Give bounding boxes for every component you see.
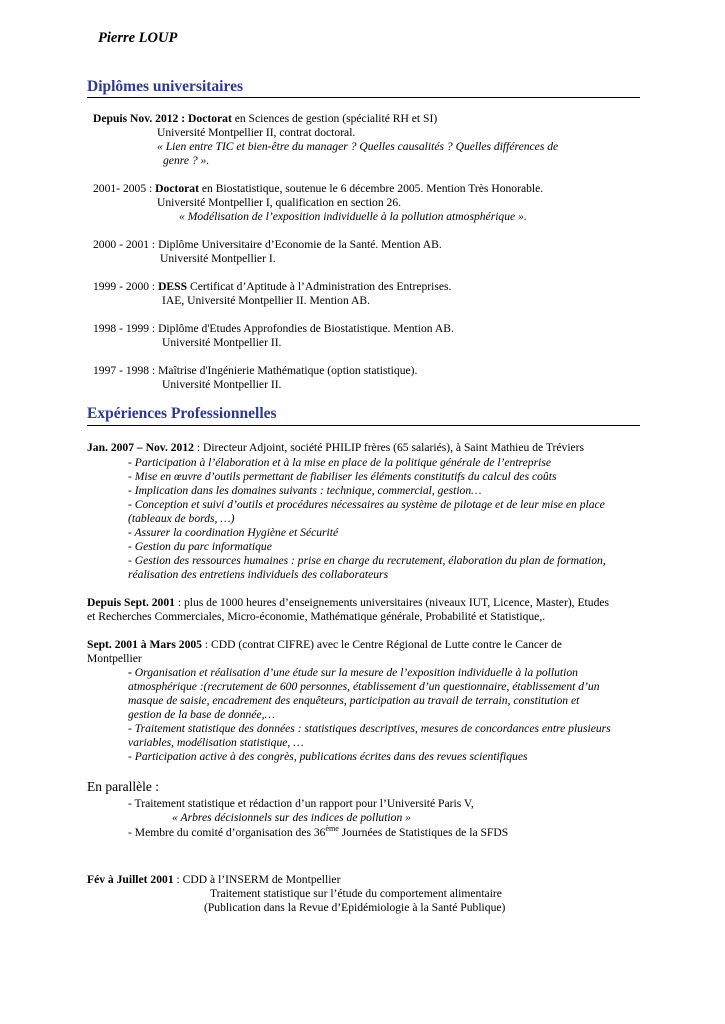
diploma-entry-1-line3: « Lien entre TIC et bien-être du manager ? Quelles causalités ? Quelles différences de	[157, 140, 559, 153]
diploma-entry-2-line1	[93, 182, 543, 196]
job-1-item: - Conception et suivi d’outils et procédures nécessaires au système de pilotage et de leur mise en place	[128, 498, 605, 511]
job-1-item: - Implication dans les domaines suivants : technique, commercial, gestion…	[128, 484, 482, 497]
diploma-date: 2000 - 2001 :	[93, 238, 156, 251]
job-3-line2: Montpellier	[87, 652, 142, 665]
diploma-text: en Biostatistique, soutenue le 6 décembre 2005. Mention Très Honorable.	[198, 182, 544, 195]
parallel-item-1: - Traitement statistique et rédaction d’un rapport pour l’Université Paris V,	[128, 797, 474, 810]
diploma-date: 1998 - 1999 :	[93, 322, 156, 335]
diploma-date: 1999 - 2000 :	[93, 280, 156, 293]
job-3-item: atmosphérique :(recrutement de 600 personnes, établissement d’un questionnaire, établissement d’un	[128, 680, 600, 693]
job-3-item-text: Organisation et réalisation d’une étude sur la mesure de l’exposition individuelle à la pollution	[134, 666, 578, 679]
diploma-date: Depuis Nov. 2012 :	[93, 112, 186, 125]
section-rule	[87, 97, 640, 98]
job-description: : CDD (contrat CIFRE) avec le Centre Régional de Lutte contre le Cancer de	[201, 638, 562, 651]
section-title-experiences: Expériences Professionnelles	[87, 405, 277, 422]
diploma-degree: Doctorat	[188, 112, 232, 125]
diploma-entry-1-line4: genre ? ».	[163, 154, 210, 167]
diploma-text: Certificat d’Aptitude à l’Administration des Entreprises.	[187, 280, 452, 293]
job-3-item: - Participation active à des congrès, publications écrites dans des revues scientifiques	[128, 750, 528, 763]
job-4-line3: (Publication dans la Revue d’Epidémiologie à la Santé Publique)	[204, 901, 506, 914]
parallel-item-2	[128, 826, 508, 840]
diploma-entry-5-line1	[93, 322, 454, 336]
diploma-entry-3-line2: Université Montpellier I.	[160, 252, 276, 265]
parallel-item-2-text-end: Journées de Statistiques de la SFDS	[338, 826, 509, 839]
diploma-entry-6-line2: Université Montpellier II.	[162, 378, 282, 391]
author-name: Pierre LOUP	[98, 30, 178, 46]
diploma-date: 2001- 2005 :	[93, 182, 153, 195]
bullet-dash: -	[128, 666, 135, 679]
job-1-heading	[87, 441, 584, 455]
diploma-entry-5-line2: Université Montpellier II.	[162, 336, 282, 349]
parallel-item-2-text: - Membre du comité d’organisation des 36	[128, 826, 326, 839]
diploma-entry-4-line1	[93, 280, 451, 294]
diploma-degree: DESS	[158, 280, 188, 293]
diploma-date: 1997 - 1998 :	[93, 364, 156, 377]
job-3-item: - Traitement statistique des données : statistiques descriptives, mesures de concordances entre plusieurs	[128, 722, 611, 735]
job-description: : plus de 1000 heures d’enseignements universitaires (niveaux IUT, Licence, Master), Etudes	[174, 596, 610, 609]
job-description: : Directeur Adjoint, société PHILIP frères (65 salariés), à Saint Mathieu de Tréviers	[193, 441, 585, 454]
job-date: Depuis Sept. 2001	[87, 596, 175, 609]
diploma-entry-4-line2: IAE, Université Montpellier II. Mention AB.	[162, 294, 371, 307]
diploma-entry-1-line2: Université Montpellier II, contrat doctoral.	[157, 126, 356, 139]
diploma-text: Maîtrise d'Ingénierie Mathématique (option statistique).	[158, 364, 418, 377]
job-4-line1	[87, 873, 340, 887]
job-date: Jan. 2007 – Nov. 2012	[87, 441, 194, 454]
job-3-item: gestion de la base de donnée,…	[128, 708, 275, 721]
parallel-item-1-title: « Arbres décisionnels sur des indices de pollution »	[172, 811, 411, 824]
section-rule	[87, 425, 640, 426]
job-3-item: variables, modélisation statistique, …	[128, 736, 304, 749]
job-1-item: - Participation à l’élaboration et à la mise en place de la politique générale de l’entreprise	[128, 456, 551, 469]
job-1-item: (tableaux de bords, …)	[128, 512, 235, 525]
job-2-line2: et Recherches Commerciales, Micro-économie, Mathématique générale, Probabilité et Statistique,.	[87, 610, 546, 623]
diploma-text: en Sciences de gestion (spécialité RH et SI)	[231, 112, 438, 125]
diploma-text: Diplôme d'Etudes Approfondies de Biostatistique. Mention AB.	[158, 322, 454, 335]
diploma-entry-1-line1	[93, 112, 437, 126]
diploma-degree: Doctorat	[155, 182, 199, 195]
job-1-item: - Gestion du parc informatique	[128, 540, 272, 553]
job-3-item: masque de saisie, encadrement des enquêteurs, participation au travail de terrain, constitution et	[128, 694, 580, 707]
job-date: Fév à Juillet 2001	[87, 873, 174, 886]
diploma-entry-2-line3: « Modélisation de l’exposition individuelle à la pollution atmosphérique ».	[179, 210, 527, 223]
job-1-item: - Gestion des ressources humaines : prise en charge du recrutement, élaboration du plan de formation,	[128, 554, 606, 567]
job-4-line2: Traitement statistique sur l’étude du comportement alimentaire	[210, 887, 502, 900]
job-description: : CDD à l’INSERM de Montpellier	[173, 873, 341, 886]
job-2-line1	[87, 596, 609, 610]
diploma-text: Diplôme Universitaire d’Economie de la Santé. Mention AB.	[158, 238, 442, 251]
job-date: Sept. 2001 à Mars 2005	[87, 638, 202, 651]
diploma-entry-6-line1	[93, 364, 417, 378]
parallel-title: En parallèle :	[87, 779, 159, 794]
ordinal-suffix: ème	[325, 824, 339, 834]
diploma-entry-3-line1	[93, 238, 442, 252]
job-1-item: réalisation des entretiens individuels des collaborateurs	[128, 568, 389, 581]
job-1-item: - Mise en œuvre d’outils permettant de fiabiliser les éléments constitutifs du calcul des coûts	[128, 470, 557, 483]
job-3-line1	[87, 638, 562, 652]
job-1-item: - Assurer la coordination Hygiène et Sécurité	[128, 526, 339, 539]
diploma-entry-2-line2: Université Montpellier I, qualification en section 26.	[157, 196, 402, 209]
section-title-diplomes: Diplômes universitaires	[87, 78, 243, 95]
job-3-item	[128, 666, 578, 680]
